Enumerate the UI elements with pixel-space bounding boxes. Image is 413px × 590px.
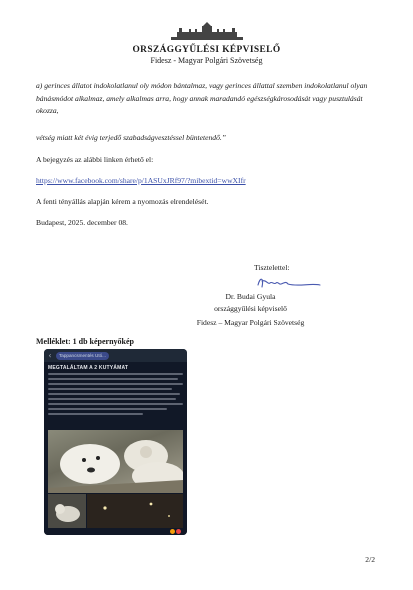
link-intro: A bejegyzés az alábbi linken érhető el: [36, 155, 154, 164]
parliament-crest-icon [167, 22, 247, 42]
attachment-label: Melléklet: 1 db képernyőkép [36, 337, 134, 346]
signer-name: Dr. Budai Gyula [225, 292, 276, 301]
back-arrow-icon: ‹ [48, 351, 52, 360]
page-number: 2/2 [365, 555, 375, 564]
dog-photo-main [48, 430, 183, 493]
place-date: Budapest, 2025. december 08. [36, 218, 128, 227]
greeting: Tisztelettel: [254, 263, 290, 272]
night-photo [87, 494, 183, 531]
letterhead [0, 22, 413, 65]
letterhead-title: ORSZÁGGYŰLÉSI KÉPVISELŐ [132, 45, 281, 55]
signer-role: országgyűlési képviselő [214, 304, 287, 313]
app-header [44, 349, 187, 362]
quote-paragraph-a: a) gerinces állatot indokolatlanul oly módon bántalmaz, vagy gerinces állattal szemben indokolatlanul olyan bánásmódot alkalmaz, amely alkalmas arra, hogy annak maradandó egészségkárosodását vagy pusztulását okozza, [36, 81, 368, 115]
quote-paragraph-b: vétség miatt két évig terjedő szabadságvesztéssel büntetendő.” [36, 133, 227, 142]
attachment-screenshot [44, 349, 187, 535]
sad-reaction-icon [176, 529, 181, 534]
letterhead-subtitle: Fidesz - Magyar Polgári Szövetség [150, 56, 263, 65]
facebook-link[interactable]: https://www.facebook.com/share/p/1ASUxJRf97/?mibextid=wwXIfr [36, 176, 246, 185]
request-paragraph: A fenti tényállás alapján kérem a nyomozás elrendelését. [36, 197, 209, 206]
post-headline: MEGTALÁLTAM A 2 KUTYÁMAT [48, 365, 129, 371]
dog-photo-small [48, 494, 86, 531]
like-reaction-icon [170, 529, 175, 534]
reaction-bar [44, 528, 187, 535]
signer-party: Fidesz – Magyar Polgári Szövetség [196, 318, 305, 327]
post-text-block [48, 373, 183, 418]
group-name: Tappancsmentés Utó... [56, 352, 109, 360]
